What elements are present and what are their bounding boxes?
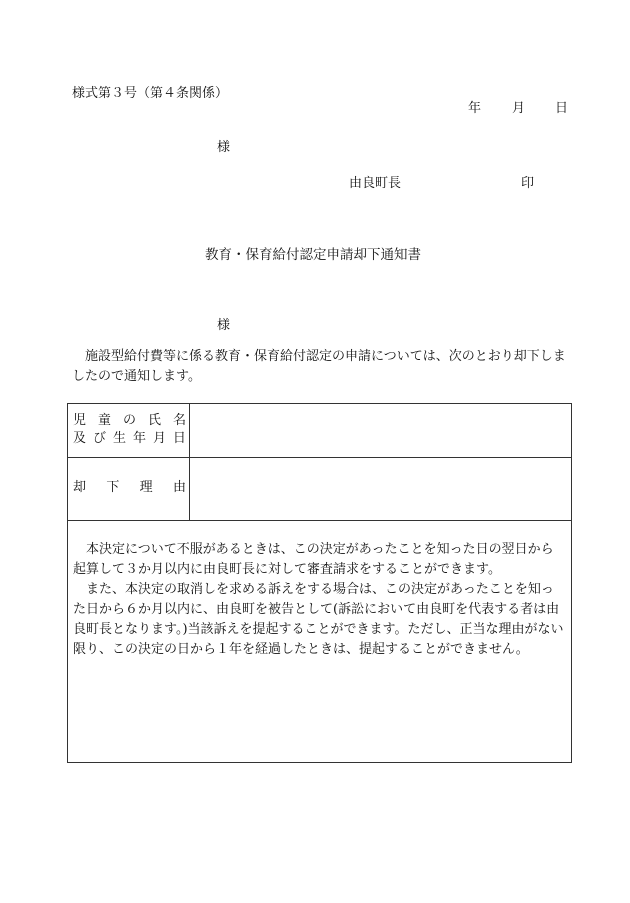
rejection-reason-field[interactable] <box>190 457 571 520</box>
label-char: 氏 <box>147 413 161 428</box>
intro-text: 施設型給付費等に係る教育・保育給付認定の申請については、次のとおり却下しましたので通知します。 <box>72 349 566 384</box>
form-number: 様式第３号（第４条関係） <box>72 86 229 101</box>
child-row <box>68 404 571 458</box>
child-name-birthdate-field[interactable] <box>190 404 571 457</box>
notice-paragraph-1: 本決定について不服があるときは、この決定があったことを知った日の翌日から起算して３か月以内に由良町長に対して審査請求をすることができます。 <box>73 542 554 577</box>
reason-label <box>73 479 186 497</box>
child-label-line2 <box>73 430 186 448</box>
reason-label-cell <box>68 457 190 520</box>
label-char: 名 <box>172 413 186 428</box>
reason-row <box>68 457 571 521</box>
label-char: 児 <box>73 413 87 428</box>
label-char: の <box>122 413 136 428</box>
label-char: 童 <box>97 413 111 428</box>
notice-table <box>67 403 572 763</box>
addressee-suffix: 様 <box>217 140 231 155</box>
appeal-notice <box>73 540 566 660</box>
date-year-label: 年 <box>468 101 482 116</box>
date-day-label: 日 <box>555 101 569 116</box>
issuer-name: 由良町長 <box>349 176 402 191</box>
label-char: 却 <box>73 480 87 495</box>
label-char: 由 <box>172 480 186 495</box>
label-char: 年 <box>132 431 146 446</box>
label-char: 生 <box>112 431 126 446</box>
child-label-line1 <box>73 412 186 430</box>
document-title: 教育・保育給付認定申請却下通知書 <box>205 247 421 263</box>
label-char: 日 <box>172 431 186 446</box>
notice-paragraph-2: また、本決定の取消しを求める訴えをする場合は、この決定があったことを知った日から６か月以内に、由良町を被告として(訴訟において由良町を代表する者は由良町長となります。)当該訴えを提起することができます。ただし、正当な理由がない限り、この決定の日から１年を経過したときは、提起することができません。 <box>73 582 564 657</box>
recipient-suffix: 様 <box>217 318 231 333</box>
label-char: 理 <box>139 480 153 495</box>
label-char: 月 <box>152 431 166 446</box>
label-char: 下 <box>106 480 120 495</box>
label-char: 及 <box>73 431 87 446</box>
date-month-label: 月 <box>512 101 526 116</box>
child-label-cell <box>68 404 190 457</box>
label-char: び <box>92 431 106 446</box>
seal-mark: 印 <box>521 176 535 191</box>
